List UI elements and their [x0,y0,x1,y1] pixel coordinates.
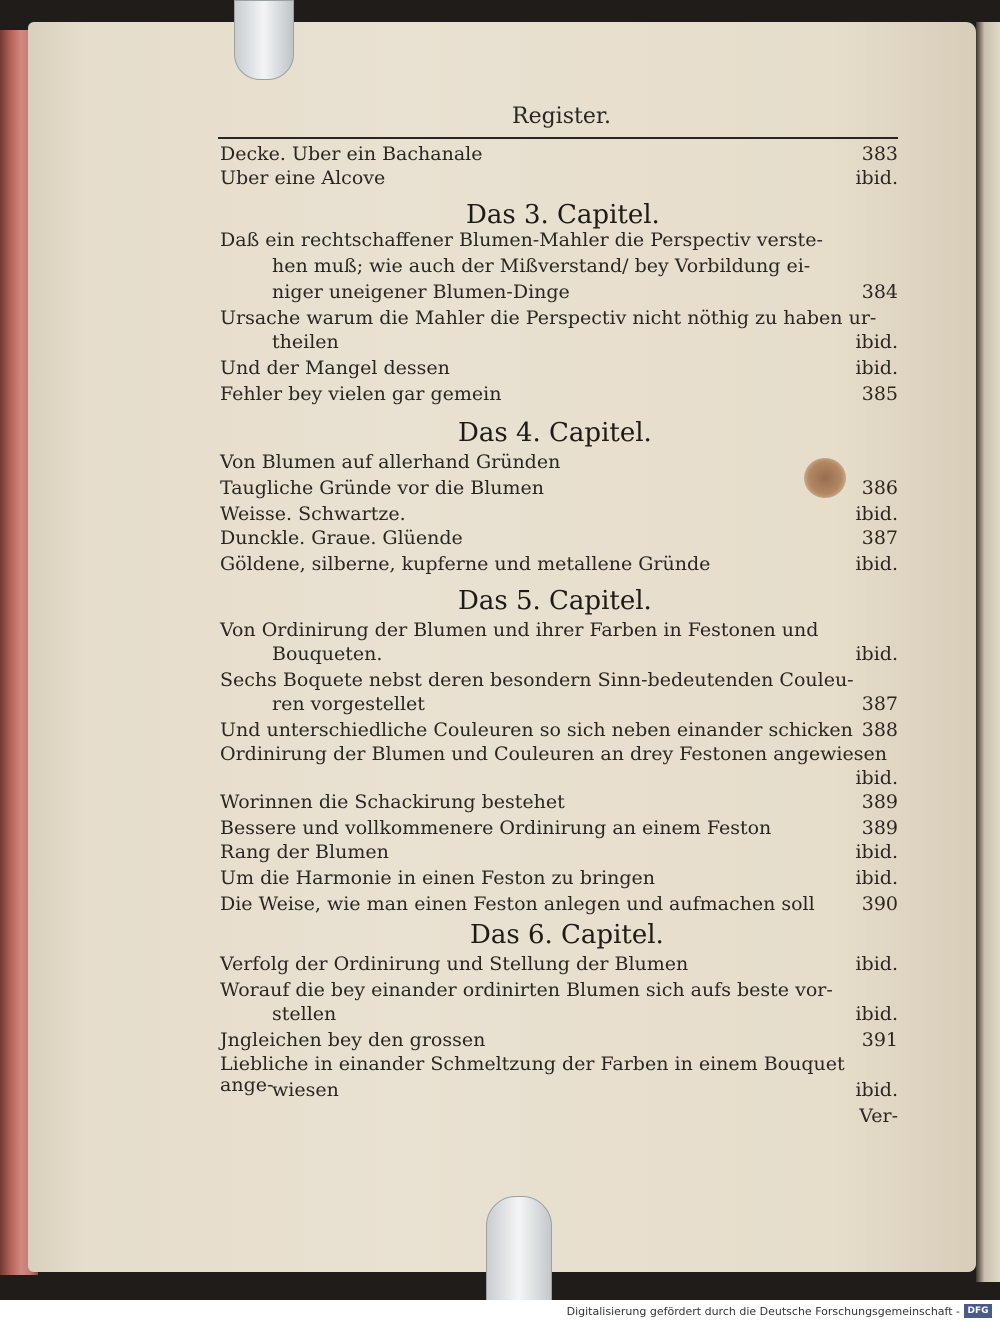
list-item [220,452,898,473]
entry-text: Rang der Blumen [220,841,389,863]
list-item [220,954,898,975]
list-item [220,332,898,353]
list-item [220,842,898,863]
entry-continuation: Bouqueten. [272,643,383,665]
list-item [220,818,898,839]
chapter-title: Das 3. Capitel. [466,200,660,230]
page-number: ibid. [855,1003,898,1025]
list-item [220,1004,898,1025]
page-number: ibid. [855,331,898,353]
list-item [220,144,898,165]
entry-continuation: stellen [272,1003,337,1025]
entry-continuation: theilen [272,331,339,353]
footer-credit: Digitalisierung gefördert durch die Deutsche Forschungsgemeinschaft - [566,1305,960,1318]
entry-text: Worauf die bey einander ordinirten Blumen sich aufs beste vor- [220,979,833,1001]
entry-text: Taugliche Gründe vor die Blumen [220,477,545,499]
entry-text: Von Blumen auf allerhand Gründen [220,451,561,473]
entry-text: Und der Mangel dessen [220,357,450,379]
page-clip-bottom [486,1196,552,1300]
list-item [220,168,898,189]
page-number: 386 [861,477,898,499]
entry-text: Ursache warum die Mahler die Perspectiv nicht nöthig zu haben ur- [220,307,877,329]
list-item [220,308,898,329]
entry-text: Uber eine Alcove [220,167,386,189]
page-number: ibid. [855,953,898,975]
list-item [220,644,898,665]
entry-text: Sechs Boquete nebst deren besondern Sinn-bedeutenden Couleu- [220,669,854,691]
entry-text: Decke. Uber ein Bachanale [220,143,483,165]
page-number: 389 [861,791,898,813]
facing-page-edge [976,22,1000,1282]
footer-bar [0,1300,1000,1322]
catchword: Ver- [859,1105,898,1127]
page-number: ibid. [855,643,898,665]
page-number: ibid. [855,767,898,789]
entry-text: Worinnen die Schackirung bestehet [220,791,565,813]
entry-continuation: ren vorgestellet [272,693,425,715]
list-item [220,894,898,915]
list-item [220,478,898,499]
chapter-title: Das 4. Capitel. [458,418,652,448]
entry-text: Die Weise, wie man einen Feston anlegen und aufmachen soll [220,893,815,915]
list-item [220,384,898,405]
page-number: ibid. [855,357,898,379]
page-number: ibid. [855,867,898,889]
page-number: ibid. [855,167,898,189]
list-item [220,720,898,741]
page-number: ibid. [855,553,898,575]
entry-text: Weisse. Schwartze. [220,503,406,525]
entry-text: Um die Harmonie in einen Feston zu bringen [220,867,656,889]
entry-text: Liebliche in einander Schmeltzung der Farben in einem Bouquet ange- [220,1053,845,1096]
header-rule [218,137,898,139]
list-item [220,620,898,641]
entry-text: Jngleichen bey den grossen [220,1029,486,1051]
page-number: ibid. [855,841,898,863]
running-header: Register. [512,104,611,129]
entry-continuation: niger uneigener Blumen-Dinge [272,281,570,303]
entry-text: Dunckle. Graue. Glüende [220,527,463,549]
page-number: 390 [861,893,898,915]
list-item [220,744,898,765]
entry-text: Und unterschiedliche Couleuren so sich neben einander schicken [220,719,853,741]
chapter-title: Das 5. Capitel. [458,586,652,616]
page-number: 388 [861,719,898,741]
entry-text: Bessere und vollkommenere Ordinirung an einem Feston [220,817,772,839]
page-number: 387 [861,527,898,549]
list-item [220,868,898,889]
entry-text: Göldene, silberne, kupferne und metallene Gründe [220,553,711,575]
entry-text: Von Ordinirung der Blumen und ihrer Farben in Festonen und [220,619,819,641]
list-item [220,694,898,715]
entry-text: Ordinirung der Blumen und Couleuren an drey Festonen angewiesen [220,743,887,765]
page-number: 387 [861,693,898,715]
list-item [220,358,898,379]
page-number: 383 [861,143,898,165]
page-number: 389 [861,817,898,839]
list-item [220,1080,898,1101]
list-item [220,670,898,691]
entry-continuation: hen muß; wie auch der Mißverstand/ bey Vorbildung ei- [272,255,811,277]
page-number: ibid. [855,1079,898,1101]
page-number: 391 [861,1029,898,1051]
list-item [220,1030,898,1051]
page-clip-top [234,0,294,80]
list-item [220,554,898,575]
page-number: ibid. [855,503,898,525]
page-number: 384 [861,281,898,303]
chapter-title: Das 6. Capitel. [470,920,664,950]
dfg-logo: DFG [964,1304,992,1318]
list-item [220,528,898,549]
list-item [220,282,898,303]
entry-continuation: wiesen [272,1079,339,1101]
list-item [220,230,898,251]
list-item [220,504,898,525]
entry-text: Daß ein rechtschaffener Blumen-Mahler die Perspectiv verste- [220,229,823,251]
entry-text: Fehler bey vielen gar gemein [220,383,502,405]
page-number: 385 [861,383,898,405]
list-item [220,792,898,813]
entry-text: Verfolg der Ordinirung und Stellung der Blumen [220,953,689,975]
list-item [220,980,898,1001]
